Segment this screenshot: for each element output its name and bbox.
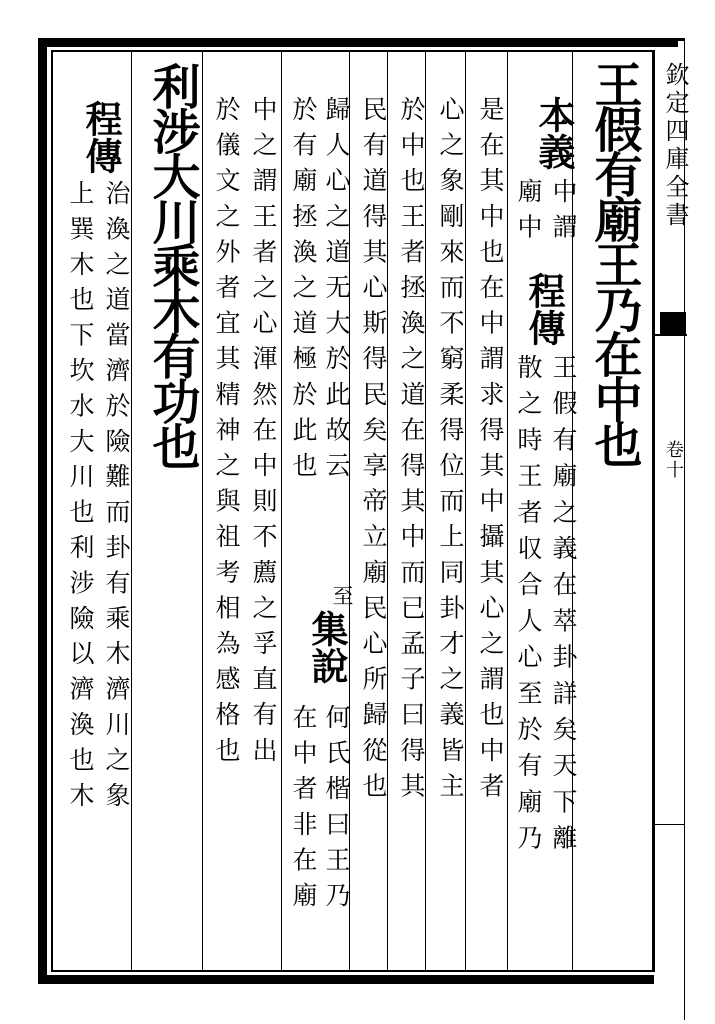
commentary-line: 中之謂王者之心渾然在中則不薦之孚直有出	[249, 96, 278, 773]
column-rule	[281, 52, 282, 970]
commentary-line: 何氏楷曰王乃	[322, 704, 351, 918]
section-label-benyi: 本義	[532, 96, 576, 170]
margin-book-title: 欽定四庫全書	[661, 62, 689, 230]
commentary-line: 王假有廟之義在萃卦詳矣天下離	[549, 354, 578, 861]
section-label-chengzhuan: 程傳	[522, 272, 566, 346]
inner-border-top	[51, 50, 654, 52]
margin-bottom-rule	[655, 824, 685, 825]
commentary-note-right: 中謂	[549, 178, 578, 250]
heading-main: 王假有廟王乃在中也	[586, 60, 642, 465]
inner-border-left	[51, 50, 53, 972]
commentary-line: 在中者非在廟	[289, 704, 318, 918]
section-label-jishuo: 集說	[305, 610, 349, 684]
frame-border-top	[38, 38, 678, 47]
margin-volume: 卷十	[663, 440, 684, 480]
commentary-line: 心之象剛來而不窮柔得位而上同卦才之義皆主	[436, 96, 465, 808]
heading-second: 利涉大川乘木有功也	[144, 62, 200, 467]
commentary-note-left: 廟中	[514, 178, 543, 250]
frame-border-bottom	[38, 975, 654, 984]
commentary-line: 是在其中也在中謂求得其中攝其心之謂也中者	[476, 96, 505, 808]
margin-top-rule	[655, 38, 685, 41]
inner-border-right	[652, 50, 655, 972]
commentary-line: 民有道得其心斯得民矣享帝立廟民心所歸從也	[359, 96, 388, 808]
commentary-line: 於有廟拯渙之道極於此也	[289, 96, 318, 488]
commentary-line: 於中也王者拯渙之道在得其中而已孟子曰得其	[397, 96, 426, 808]
commentary-line: 散之時王者収合人心至於有廟乃	[514, 354, 543, 861]
inner-border-bottom	[51, 970, 654, 972]
commentary-line: 於儀文之外者宜其精神之與祖考相為感格也	[212, 96, 241, 773]
commentary-line: 上巽木也下坎水大川也利涉險以濟渙也木	[66, 180, 95, 818]
commentary-line: 歸人心之道无大於此故云	[322, 96, 351, 488]
fishtail-mark	[660, 312, 686, 334]
commentary-line: 治渙之道當濟於險難而卦有乘木濟川之象	[102, 180, 131, 818]
fishtail-rule	[655, 334, 687, 336]
frame-border-left	[38, 38, 47, 984]
section-label-chengzhuan-2: 程傳	[79, 100, 123, 174]
commentary-mark: 至	[330, 585, 354, 617]
